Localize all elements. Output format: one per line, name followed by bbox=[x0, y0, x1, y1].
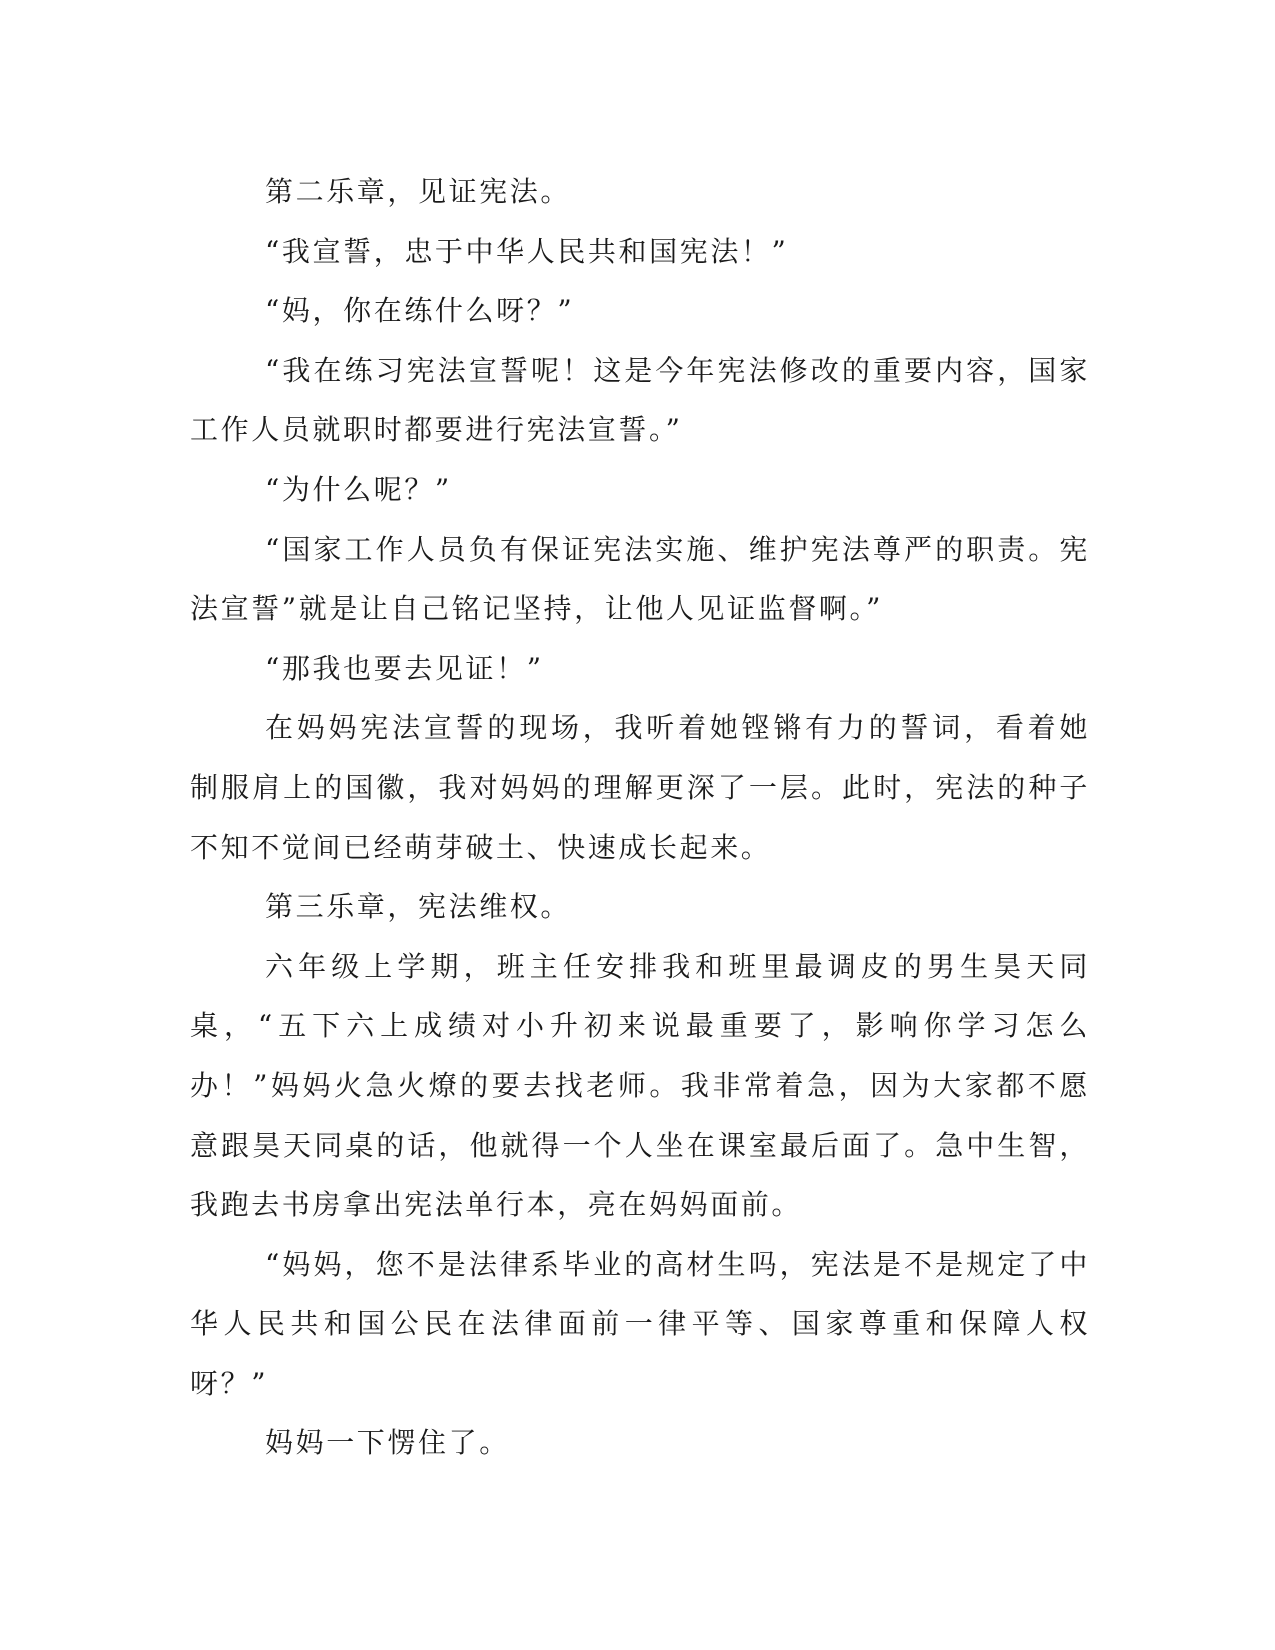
paragraph-oath-quote: “我宣誓，忠于中华人民共和国宪法！” bbox=[265, 234, 789, 268]
paragraph-classroom-story: 六年级上学期，班主任安排我和班里最调皮的男生昊天同桌，“五下六上成绩对小升初来说最重要了，影响你学习怎么办！”妈妈火急火燎的要去找老师。我非常着急，因为大家都不愿意跟昊天同桌的话，他就得一个人坐在课室最后面了。急中生智，我跑去书房拿出宪法单行本，亮在妈妈面前。 bbox=[190, 949, 1090, 1222]
paragraph-heading-movement-two: 第二乐章，见证宪法。 bbox=[265, 175, 572, 208]
paragraph-why: “为什么呢？” bbox=[265, 472, 452, 506]
paragraph-ceremony: 在妈妈宪法宣誓的现场，我听着她铿锵有力的誓词，看着她制服肩上的国徽，我对妈妈的理解更深了一层。此时，宪法的种子不知不觉间已经萌芽破土、快速成长起来。 bbox=[190, 711, 1090, 864]
paragraph-rights-question: “妈妈，您不是法律系毕业的高材生吗，宪法是不是规定了中华人民共和国公民在法律面前一律平等、国家尊重和保障人权呀？” bbox=[190, 1247, 1090, 1400]
paragraph-oath-explanation: “我在练习宪法宣誓呢！这是今年宪法修改的重要内容，国家工作人员就职时都要进行宪法宣誓。” bbox=[190, 353, 1090, 447]
paragraph-heading-movement-three: 第三乐章，宪法维权。 bbox=[265, 890, 572, 924]
paragraph-witness: “那我也要去见证！” bbox=[265, 651, 544, 685]
paragraph-duty-explanation: “国家工作人员负有保证宪法实施、维护宪法尊严的职责。宪法宣誓”就是让自己铭记坚持，让他人见证监督啊。” bbox=[190, 532, 1090, 626]
document-body bbox=[190, 162, 1090, 1473]
paragraph-mother-reaction: 妈妈一下愣住了。 bbox=[265, 1426, 510, 1460]
paragraph-question: “妈，你在练什么呀？” bbox=[265, 294, 575, 328]
